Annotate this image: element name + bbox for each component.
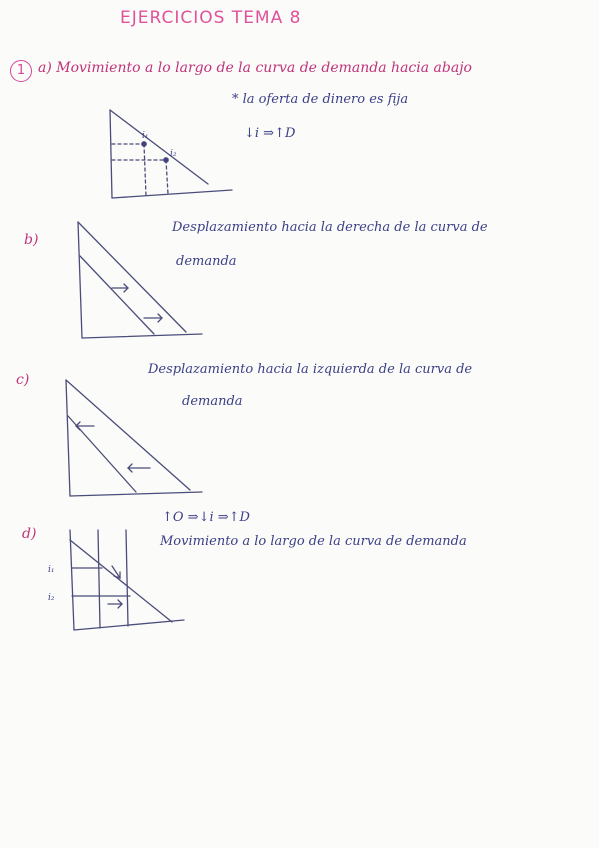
diagram-b-demand-curve-1 (78, 222, 186, 332)
part-a-formula: ↓i ⇒↑D (244, 126, 296, 141)
diagram-a-guide-q1 (144, 144, 146, 196)
diagram-b-x-axis (82, 334, 202, 338)
diagram-d-supply-line-2 (126, 530, 128, 626)
part-c-label: c) (16, 372, 30, 388)
part-d-label: d) (22, 526, 37, 542)
part-c-text-line1: Desplazamiento hacia la izquierda de la curva de (148, 362, 473, 377)
part-b-text-line1: Desplazamiento hacia la derecha de la curva de (172, 220, 488, 235)
part-d-formula: ↑O ⇒↓i ⇒↑D (162, 510, 250, 525)
part-a-label: a) (38, 60, 52, 76)
diagram-d-x-axis (74, 620, 184, 630)
diagram-b-y-axis (78, 222, 82, 338)
part-d-text: Movimiento a lo largo de la curva de demanda (160, 534, 467, 549)
exercise-number-badge: 1 (10, 60, 32, 82)
part-a-text: Movimiento a lo largo de la curva de demanda hacia abajo (56, 60, 472, 76)
diagram-d-label-i1: i₁ (48, 565, 55, 575)
diagram-d (70, 530, 184, 630)
diagram-a-point-1 (142, 142, 146, 146)
diagram-a-demand-curve (110, 110, 208, 184)
diagram-b (78, 222, 202, 338)
diagram-c-y-axis (66, 380, 70, 496)
diagram-a-label-i2: i₂ (170, 149, 177, 159)
diagram-a-guide-q2 (166, 160, 168, 194)
diagram-a-label-i1: i₁ (142, 131, 149, 141)
diagram-a-x-axis (112, 190, 232, 198)
part-b-label: b) (24, 232, 39, 248)
diagram-d-label-i2: i₂ (48, 593, 55, 603)
diagram-a-y-axis (110, 110, 112, 198)
diagram-a-point-2 (164, 158, 168, 162)
diagram-c (66, 380, 202, 496)
diagram-b-demand-curve-2 (80, 256, 154, 334)
diagram-d-demand-curve (70, 540, 172, 622)
part-b-text-line2: demanda (176, 254, 237, 269)
part-a-note: * la oferta de dinero es fija (232, 92, 409, 107)
part-c-text-line2: demanda (182, 394, 243, 409)
diagram-d-supply-line-1 (98, 530, 100, 628)
page-title: EJERCICIOS TEMA 8 (120, 8, 302, 28)
diagram-d-y-axis (70, 530, 74, 630)
